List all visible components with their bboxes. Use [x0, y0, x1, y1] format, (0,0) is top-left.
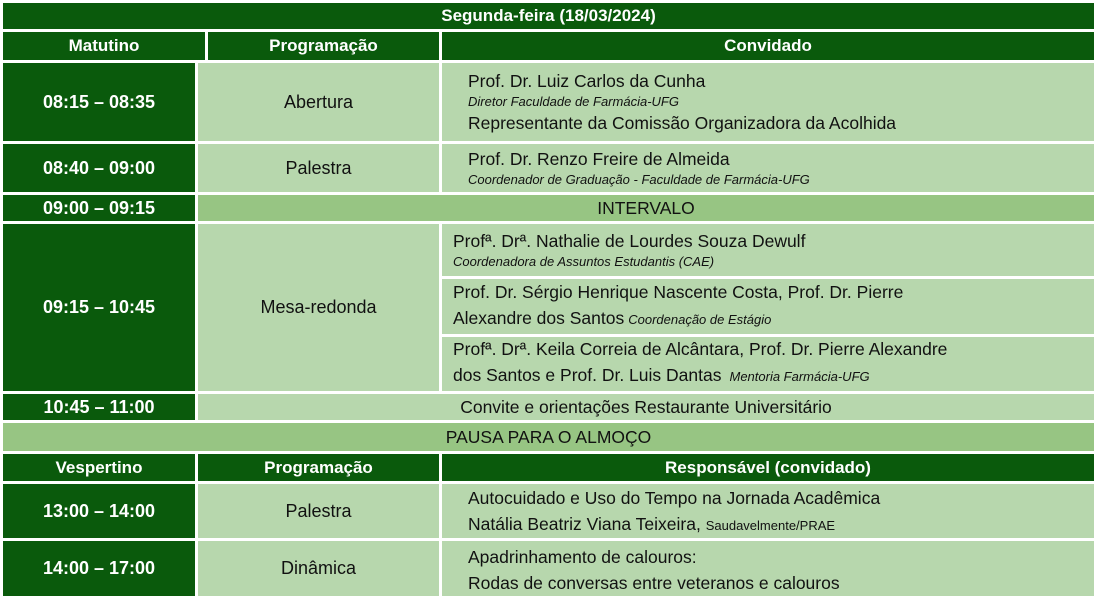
schedule-day-title	[3, 3, 1094, 29]
activity-title: Apadrinhamento de calouros:	[468, 546, 697, 567]
guest-role: Mentoria Farmácia-UFG	[729, 369, 870, 384]
header-guest-label: Convidado	[724, 36, 812, 55]
lunch-break-text: PAUSA PARA O ALMOÇO	[445, 426, 652, 447]
guest-cell	[442, 144, 1094, 192]
header-program-label: Programação	[264, 457, 373, 477]
guest-name-part: Alexandre dos Santos	[453, 307, 625, 328]
program-cell	[198, 541, 439, 596]
activity-title: Autocuidado e Uso do Tempo na Jornada Acadêmica	[468, 488, 881, 508]
lunch-break-row	[3, 423, 1094, 451]
header-matutino	[3, 32, 205, 60]
day-title-text: Segunda-feira (18/03/2024)	[441, 6, 656, 25]
program-text: Palestra	[285, 500, 352, 521]
program-text: Abertura	[283, 91, 354, 112]
time-cell	[3, 195, 195, 221]
time-cell	[3, 394, 195, 420]
guest-name: Prof. Dr. Luiz Carlos da Cunha	[468, 71, 706, 91]
guest-cell	[442, 337, 1094, 391]
time-cell	[3, 541, 195, 596]
guest-cell	[442, 484, 1094, 538]
guest-name: Representante da Comissão Organizadora da Acolhida	[468, 113, 897, 133]
program-cell	[198, 224, 439, 391]
time-cell	[3, 484, 195, 538]
guest-cell	[442, 279, 1094, 334]
time-text: 08:15 – 08:35	[42, 91, 156, 112]
time-text: 10:45 – 11:00	[43, 396, 155, 417]
guest-name: Natália Beatriz Viana Teixeira,	[468, 514, 701, 534]
header-responsavel	[442, 454, 1094, 481]
header-vespertino	[3, 454, 195, 481]
header-period-label: Matutino	[68, 36, 140, 55]
time-text: 09:00 – 09:15	[42, 197, 156, 218]
header-programacao	[208, 32, 439, 60]
guest-name: Prof. Dr. Sérgio Henrique Nascente Costa, Prof. Dr. Pierre	[453, 281, 904, 302]
guest-role: Diretor Faculdade de Farmácia-UFG	[468, 94, 679, 109]
restaurant-info-cell	[198, 394, 1094, 420]
guest-name: Profª. Drª. Keila Correia de Alcântara, Prof. Dr. Pierre Alexandre	[453, 339, 948, 359]
time-cell	[3, 63, 195, 141]
time-cell	[3, 144, 195, 192]
time-text: 14:00 – 17:00	[42, 558, 156, 578]
guest-name: Prof. Dr. Renzo Freire de Almeida	[468, 149, 730, 169]
guest-name-part: dos Santos e Prof. Dr. Luis Dantas	[453, 365, 722, 385]
activity-description: Rodas de conversas entre veteranos e calouros	[468, 572, 840, 593]
program-cell	[198, 144, 439, 192]
header-programacao	[198, 454, 439, 481]
time-cell	[3, 224, 195, 391]
header-guest-label: Responsável (convidado)	[665, 457, 871, 477]
time-text: 08:40 – 09:00	[42, 157, 156, 178]
program-text: Palestra	[285, 157, 352, 178]
header-period-label: Vespertino	[55, 457, 143, 477]
interval-cell	[198, 195, 1094, 221]
guest-cell	[442, 63, 1094, 141]
guest-role: Coordenação de Estágio	[628, 311, 772, 327]
program-cell	[198, 484, 439, 538]
header-convidado	[442, 32, 1094, 60]
program-text: Mesa-redonda	[260, 297, 377, 317]
guest-role: Coordenadora de Assuntos Estudantis (CAE)	[453, 254, 715, 269]
restaurant-info-text: Convite e orientações Restaurante Universitário	[460, 396, 832, 417]
time-text: 13:00 – 14:00	[42, 500, 156, 521]
time-text: 09:15 – 10:45	[42, 297, 156, 317]
guest-cell	[442, 541, 1094, 596]
guest-name-continued	[453, 361, 870, 391]
guest-name: Profª. Drª. Nathalie de Lourdes Souza Dewulf	[453, 231, 806, 251]
program-cell	[198, 63, 439, 141]
guest-role: Coordenador de Graduação - Faculdade de Farmácia-UFG	[468, 172, 810, 187]
guest-cell	[442, 224, 1094, 276]
program-text: Dinâmica	[280, 558, 357, 578]
guest-affiliation: Saudavelmente/PRAE	[705, 518, 836, 533]
interval-text: INTERVALO	[597, 197, 695, 218]
header-program-label: Programação	[269, 36, 378, 55]
guest-name-line	[468, 512, 835, 538]
guest-name-continued	[453, 304, 771, 334]
